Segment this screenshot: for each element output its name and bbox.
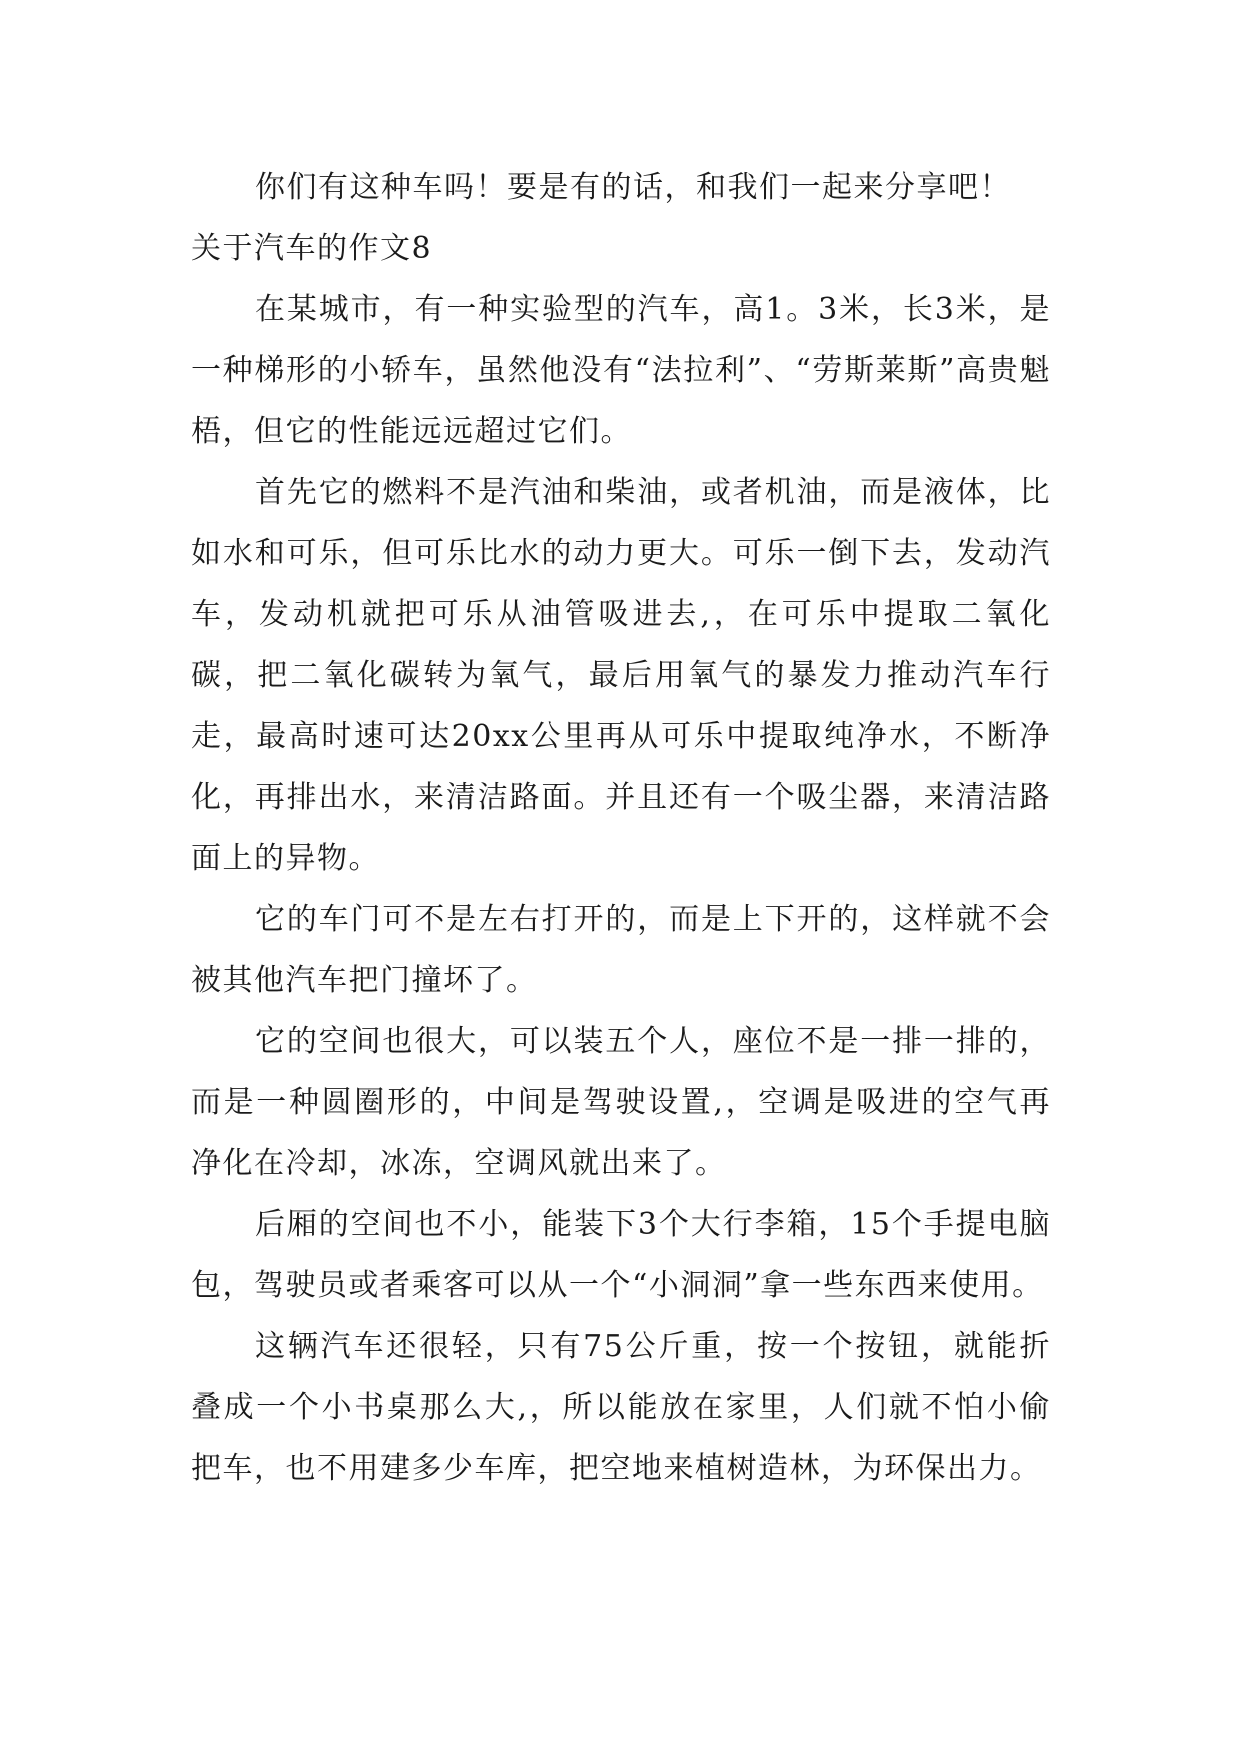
- paragraph-weight: 这辆汽车还很轻，只有75公斤重，按一个按钮，就能折叠成一个小书桌那么大,，所以能放在家里，人们就不怕小偷把车，也不用建多少车库，把空地来植树造林，为环保出力。: [191, 1329, 1051, 1486]
- essay-title: 关于汽车的作文8: [191, 231, 433, 266]
- paragraph-closing-line: 你们有这种车吗！要是有的话，和我们一起来分享吧！: [255, 170, 1011, 205]
- document-body: [191, 157, 1051, 1499]
- paragraph-doors: 它的车门可不是左右打开的，而是上下开的，这样就不会被其他汽车把门撞坏了。: [191, 902, 1051, 998]
- paragraph-fuel: 首先它的燃料不是汽油和柴油，或者机油，而是液体，比如水和可乐，但可乐比水的动力更大。可乐一倒下去，发动汽车，发动机就把可乐从油管吸进去,，在可乐中提取二氧化碳，把二氧化碳转为氧气，最后用氧气的暴发力推动汽车行走，最高时速可达20xx公里再从可乐中提取纯净水，不断净化，再排出水，来清洁路面。并且还有一个吸尘器，来清洁路面上的异物。: [191, 475, 1051, 876]
- paragraph-trunk: 后厢的空间也不小，能装下3个大行李箱，15个手提电脑包，驾驶员或者乘客可以从一个“小洞洞”拿一些东西来使用。: [191, 1207, 1051, 1303]
- paragraph-space: 它的空间也很大，可以装五个人，座位不是一排一排的，而是一种圆圈形的，中间是驾驶设置,，空调是吸进的空气再净化在冷却，冰冻，空调风就出来了。: [191, 1024, 1051, 1181]
- paragraph-intro: 在某城市，有一种实验型的汽车，高1。3米，长3米，是一种梯形的小轿车，虽然他没有“法拉利”、“劳斯莱斯”高贵魁梧，但它的性能远远超过它们。: [191, 292, 1051, 449]
